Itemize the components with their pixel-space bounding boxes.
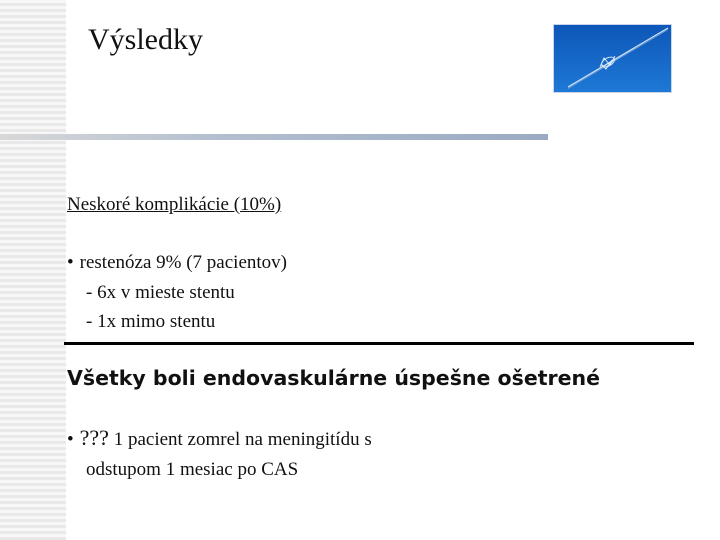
restenosis-text: restenóza 9% (7 pacientov) <box>79 252 287 273</box>
left-decorative-stripe <box>0 0 66 540</box>
restenosis-detail-outside-stent: - 1x mimo stentu <box>86 311 216 332</box>
bullet-marker: • <box>67 252 74 273</box>
restenosis-detail-in-stent: - 6x v mieste stentu <box>86 282 235 303</box>
late-complications-heading: Neskoré komplikácie (10%) <box>67 194 282 215</box>
death-bullet-continuation: odstupom 1 mesiac po CAS <box>86 459 299 480</box>
stent-image <box>553 24 672 93</box>
bullet-marker: • <box>67 429 74 450</box>
question-marks: ??? <box>79 425 109 450</box>
section-divider <box>64 342 694 345</box>
death-bullet <box>67 426 372 452</box>
stent-wire-illustration <box>554 25 671 92</box>
treatment-conclusion: Všetky boli endovaskulárne úspešne ošetrené <box>67 366 601 390</box>
death-bullet-text: 1 pacient zomrel na meningitídu s <box>113 429 372 450</box>
title-underline-bar <box>0 134 548 140</box>
restenosis-bullet <box>67 251 287 275</box>
slide-title: Výsledky <box>88 23 203 56</box>
